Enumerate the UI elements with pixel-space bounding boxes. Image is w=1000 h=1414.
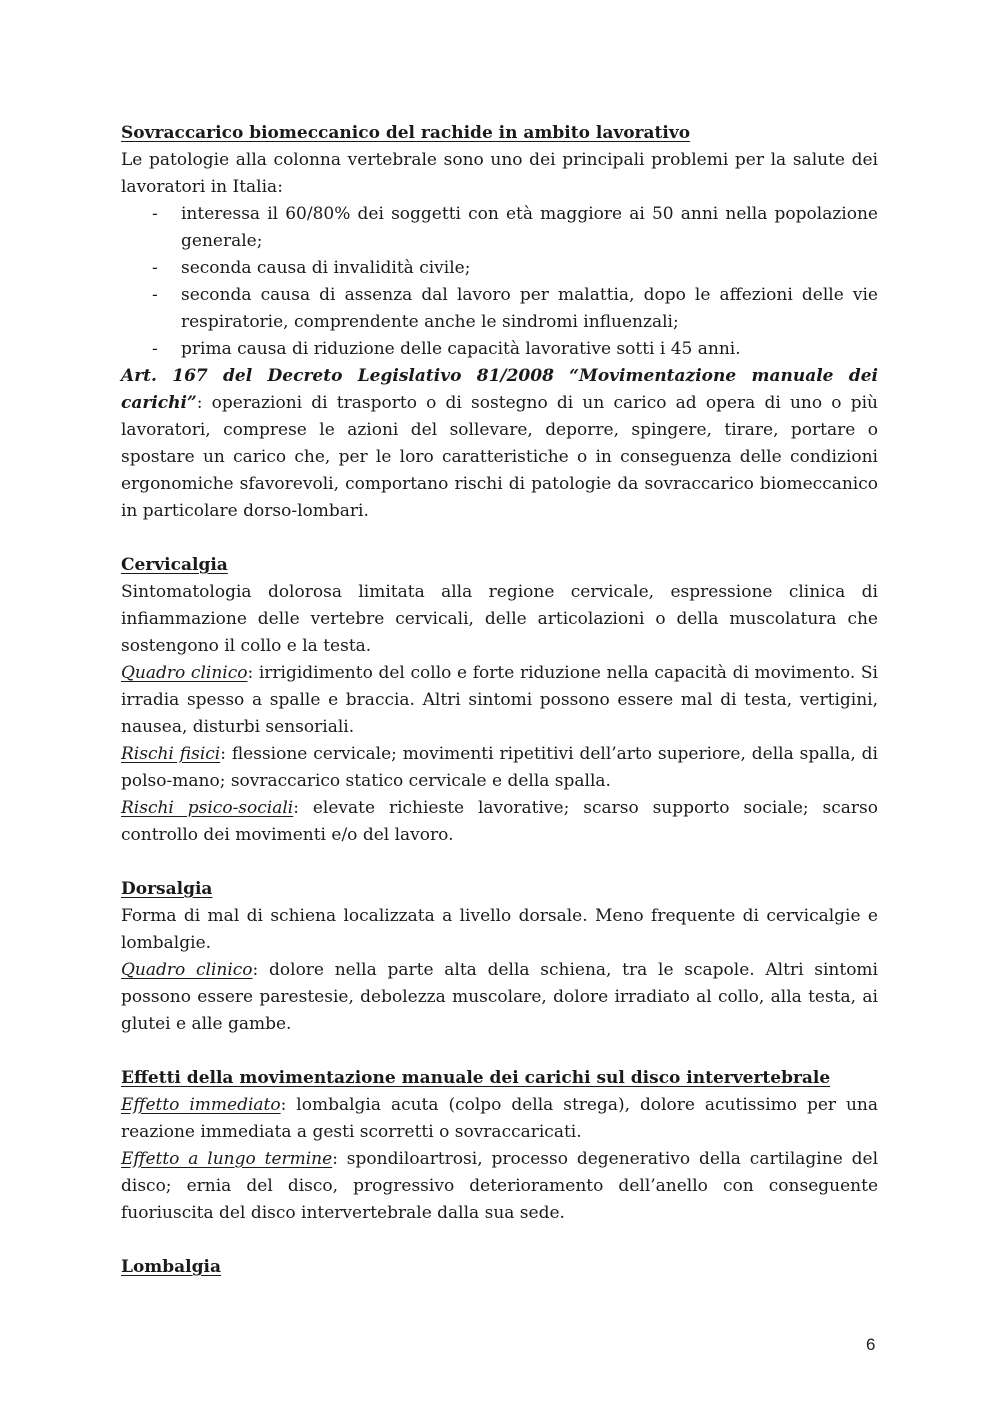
bullet-dash: - bbox=[152, 204, 158, 224]
list-item-text: seconda causa di invalidità civile; bbox=[181, 258, 471, 278]
list-item bbox=[121, 336, 878, 363]
article-reference: Art. 167 del Decreto Legislativo 81/2008 “Movimentazione manuale dei carichi” bbox=[121, 366, 878, 413]
section-heading-sovraccarico: Sovraccarico biomeccanico del rachide in ambito lavorativo bbox=[121, 123, 691, 143]
rischi-fisici-text: : flessione cervicale; movimenti ripetitivi dell’arto superiore, della spalla, di polso-mano; sovraccarico statico cervicale e della spalla. bbox=[121, 744, 878, 791]
bullet-dash: - bbox=[152, 285, 158, 305]
effetto-immediato-text: : lombalgia acuta (colpo della strega), dolore acutissimo per una reazione immediata a gesti scorretti o sovraccaricati. bbox=[121, 1095, 878, 1142]
effetto-lungo-termine-text: : spondiloartrosi, processo degenerativo della cartilagine del disco; ernia del disco, progressivo deterioramento dell’anello con conseguente fuoriuscita del disco intervertebrale dalla sua sede. bbox=[121, 1149, 879, 1223]
section-heading-dorsalgia: Dorsalgia bbox=[121, 879, 213, 899]
dorsalgia-description: Forma di mal di schiena localizzata a livello dorsale. Meno frequente di cervicalgie e lombalgie. bbox=[121, 906, 878, 953]
effetto-lungo-termine bbox=[121, 1146, 878, 1227]
bullet-dash: - bbox=[152, 258, 158, 278]
cervicalgia-rischi-psico-sociali bbox=[121, 795, 878, 849]
section-heading-cervicalgia: Cervicalgia bbox=[121, 555, 228, 575]
section-heading-lombalgia: Lombalgia bbox=[121, 1257, 221, 1277]
list-item bbox=[121, 255, 878, 282]
list-item-text: interessa il 60/80% dei soggetti con età maggiore ai 50 anni nella popolazione generale; bbox=[181, 204, 878, 251]
quadro-clinico-label: Quadro clinico bbox=[121, 663, 248, 683]
quadro-clinico-text: : dolore nella parte alta della schiena, tra le scapole. Altri sintomi possono essere parestesie, debolezza muscolare, dolore irradiato al collo, alla testa, ai glutei e alle gambe. bbox=[121, 960, 878, 1034]
spacer bbox=[121, 849, 878, 876]
cervicalgia-description: Sintomatologia dolorosa limitata alla regione cervicale, espressione clinica di infiammazione delle vertebre cervicali, delle articolazioni o della muscolatura che sostengono il collo e la testa. bbox=[121, 582, 878, 656]
rischi-psico-sociali-label: Rischi psico-sociali bbox=[121, 798, 294, 818]
list-item-text: prima causa di riduzione delle capacità lavorative sotti i 45 anni. bbox=[181, 339, 741, 359]
effetto-immediato bbox=[121, 1092, 878, 1146]
rischi-psico-sociali-text: : elevate richieste lavorative; scarso supporto sociale; scarso controllo dei movimenti e/o del lavoro. bbox=[121, 798, 878, 845]
page-content bbox=[121, 120, 878, 1281]
page-number: 6 bbox=[866, 1335, 876, 1354]
bullet-dash: - bbox=[152, 339, 158, 359]
dorsalgia-quadro-clinico bbox=[121, 957, 878, 1038]
rischi-fisici-label: Rischi fisici bbox=[121, 744, 221, 764]
list-item-text: seconda causa di assenza dal lavoro per malattia, dopo le affezioni delle vie respiratorie, comprendente anche le sindromi influenzali; bbox=[181, 285, 878, 332]
effetto-lungo-termine-label: Effetto a lungo termine bbox=[121, 1149, 333, 1169]
article-text: : operazioni di trasporto o di sostegno di un carico ad opera di uno o più lavoratori, comprese le azioni del sollevare, deporre, spingere, tirare, portare o spostare un carico che, per le loro caratteristiche o in conseguenza delle condizioni ergonomiche sfavorevoli, comportano rischi di patologie da sovraccarico biomeccanico in particolare dorso-lombari. bbox=[121, 393, 878, 521]
spacer bbox=[121, 1038, 878, 1065]
cervicalgia-quadro-clinico bbox=[121, 660, 878, 741]
intro-paragraph: Le patologie alla colonna vertebrale sono uno dei principali problemi per la salute dei lavoratori in Italia: bbox=[121, 150, 878, 197]
article-paragraph bbox=[121, 363, 878, 525]
spacer bbox=[121, 1227, 878, 1254]
list-item bbox=[121, 201, 878, 255]
quadro-clinico-label: Quadro clinico bbox=[121, 960, 253, 980]
section-heading-effetti: Effetti della movimentazione manuale dei carichi sul disco intervertebrale bbox=[121, 1068, 831, 1088]
cervicalgia-rischi-fisici bbox=[121, 741, 878, 795]
effetto-immediato-label: Effetto immediato bbox=[121, 1095, 281, 1115]
risk-bullet-list bbox=[121, 201, 878, 363]
quadro-clinico-text: : irrigidimento del collo e forte riduzione nella capacità di movimento. Si irradia spesso a spalle e braccia. Altri sintomi possono essere mal di testa, vertigini, nausea, disturbi sensoriali. bbox=[121, 663, 878, 737]
spacer bbox=[121, 525, 878, 552]
list-item bbox=[121, 282, 878, 336]
